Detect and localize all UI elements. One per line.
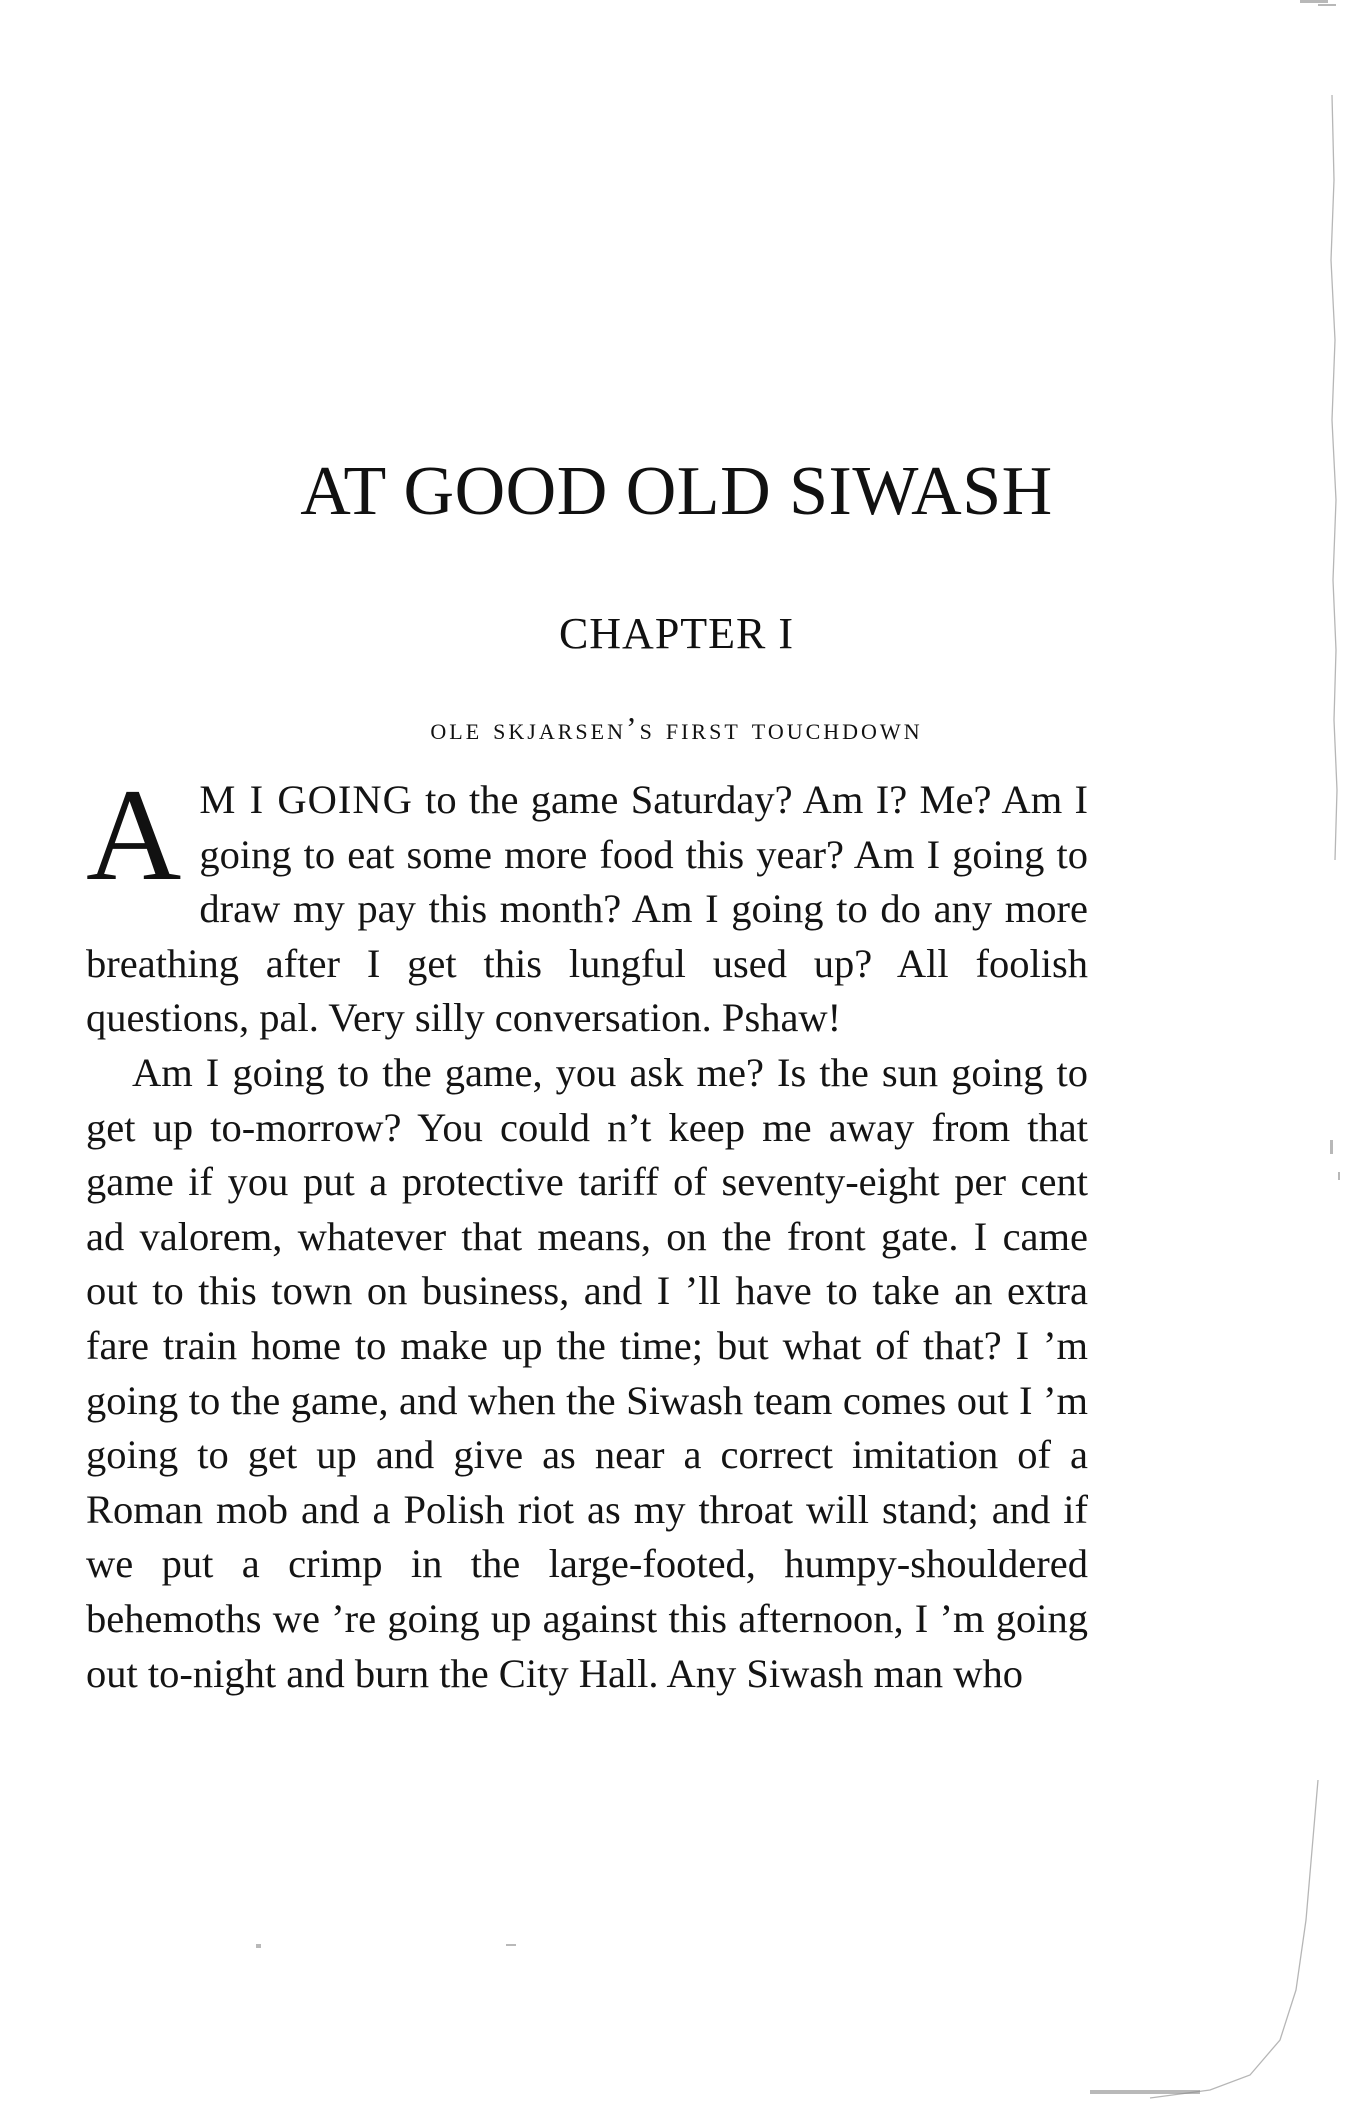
lead-in-text: M I GOING [199, 777, 413, 822]
paragraph-1 [86, 761, 1088, 1046]
paragraph-2: Am I going to the game, you ask me? Is the sun going to get up to-morrow? You could n’t keep me away from that game if you put a protective tariff of seventy-eight per cent ad valorem, whatever that means, on the front gate. I came out to this town on business, and I ’ll have to take an extra fare train home to make up the time; but what of that? I ’m going to the game, and when the Siwash team comes out I ’m going to get up and give as near a correct imitation of a Roman mob and a Polish riot as my throat will stand; and if we put a crimp in the large-footed, humpy-shouldered behemoths we ’re going up against this afternoon, I ’m going out to-night and burn the City Hall. Any Siwash man who [86, 1049, 1088, 1696]
chapter-heading: CHAPTER I [558, 609, 795, 658]
book-title: AT GOOD OLD SIWASH [300, 453, 1053, 530]
chapter-subtitle: ole skjarsen’s first touchdown [430, 710, 923, 746]
drop-cap: A [86, 761, 182, 908]
paragraph-1-text: to the game Saturday? Am I? Me? Am I going to eat some more food this year? Am I going to draw my pay this month? Am I going to do any more breathing after I get this lungful used up? All foolish questions, pal. Very silly conversation. Pshaw! [86, 777, 1088, 1041]
body-text [86, 761, 1088, 1701]
